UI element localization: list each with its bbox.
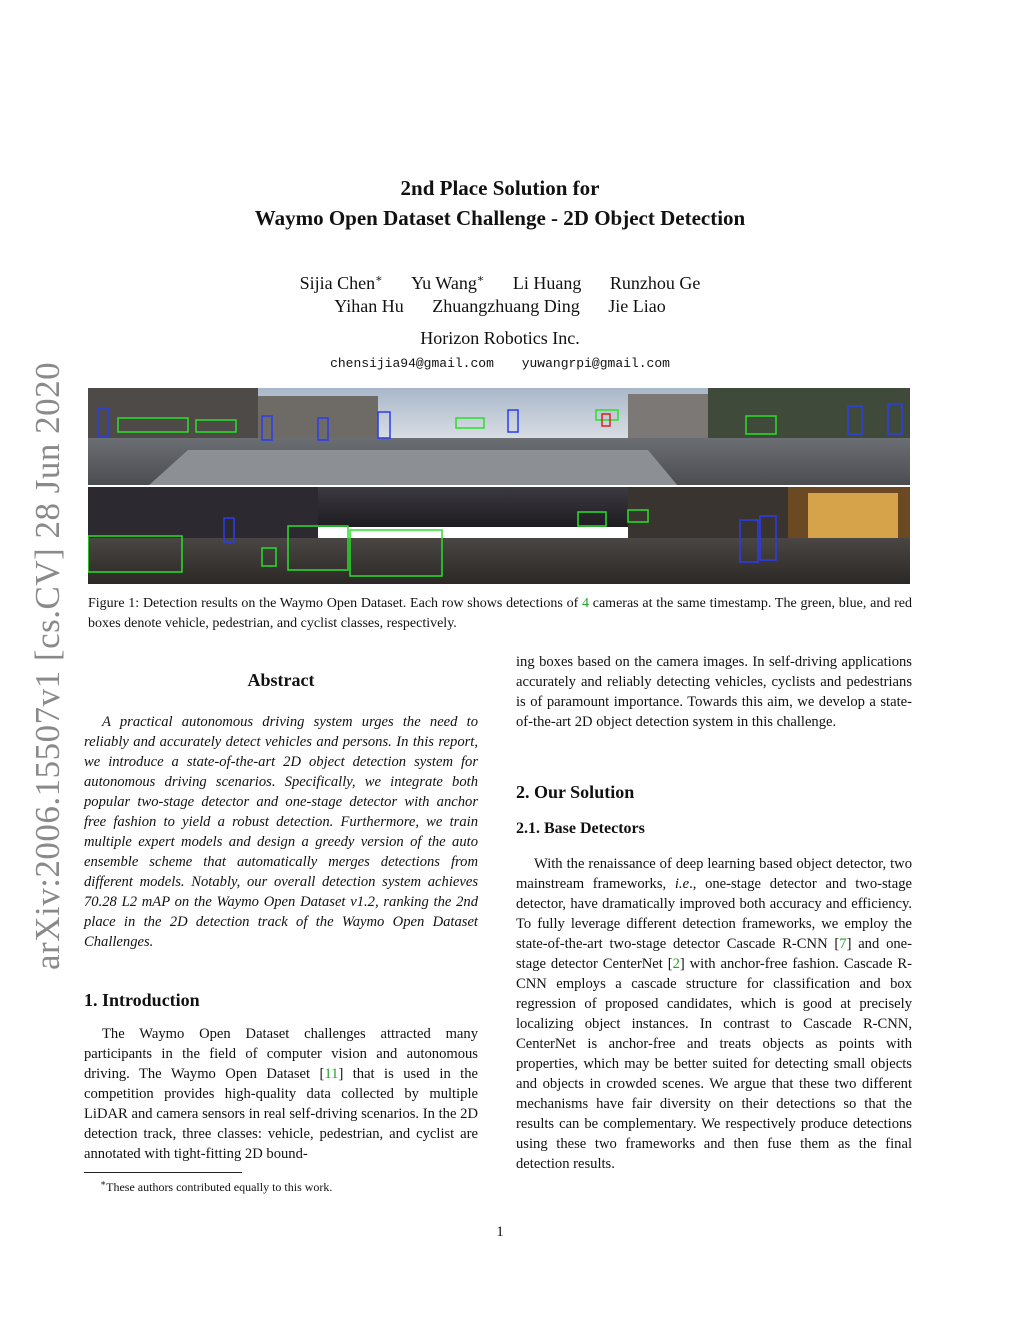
introduction-body: The Waymo Open Dataset challenges attracted many participants in the field of computer vision and autonomous driving. The Waymo Open Dataset [11] that is used in the competition provides high-quality data collected by multiple LiDAR and camera sensors in real self-driving scenarios. In the 2D detection track, three classes: vehicle, pedestrian, and cyclist are annotated with tight-fitting 2D bound-	[84, 1026, 478, 1162]
paper-title-line2: Waymo Open Dataset Challenge - 2D Object Detection	[254, 206, 746, 230]
crosswalk	[148, 450, 678, 486]
author-row-1	[0, 272, 1000, 294]
citation-link[interactable]: 7	[839, 936, 847, 952]
author-emails	[0, 356, 1000, 371]
abstract-heading: Abstract	[247, 670, 315, 690]
author: Yihan Hu	[334, 296, 404, 316]
abstract-body: A practical autonomous driving system urges the need to reliably and accurately detect vehicles and persons. In this report, we introduce a state-of-the-art 2D object detection system for autonomous driving scenarios. Specifically, we integrate both popular two-stage detector and one-stage detector with anchor free fashion to yield a robust detection. Furthermore, we train multiple expert models and design a greedy version of the auto ensemble scheme that automatically merges detections from different models. Notably, our overall detection system achieves 70.28 L2 mAP on the Waymo Open Dataset v1.2, ranking the 2nd place in the 2D detection track of the Waymo Open Dataset Challenges.	[84, 714, 478, 950]
base-detectors-body: With the renaissance of deep learning based object detector, two mainstream frameworks, i.e., one-stage detector and two-stage detector, have dramatically improved both accuracy and efficiency. To fully leverage different detection frameworks, we employ the state-of-the-art two-stage detector Cascade R-CNN [7] and one-stage detector CenterNet [2] with anchor-free fashion. Cascade R-CNN employs a cascade structure for classification and box regression of proposed candidates, which is good at precisely localizing object instances. In contrast to Cascade R-CNN, CenterNet is anchor-free and treats objects as points with properties, which may be better suited for detecting small objects and objects in crowded scenes. We argue that these two different mechanisms have fair diversity on their detections so that the results can be complementary. We respectively produce detections using these two frameworks and then fuse them as the final detection results.	[516, 856, 912, 1172]
author: Jie Liao	[608, 296, 666, 316]
paper-title-line1: 2nd Place Solution for	[400, 176, 600, 200]
storefront-window	[808, 493, 898, 543]
arxiv-identifier: arXiv:2006.15507v1 [cs.CV] 28 Jun 2020	[28, 361, 67, 970]
base-detectors-heading: 2.1. Base Detectors	[516, 820, 645, 837]
email[interactable]: yuwangrpi@gmail.com	[521, 356, 670, 371]
affiliation: Horizon Robotics Inc.	[420, 328, 580, 348]
bottom-row-road	[88, 538, 910, 584]
author: Runzhou Ge	[609, 273, 701, 293]
introduction-heading: 1. Introduction	[84, 990, 200, 1010]
email[interactable]: chensijia94@gmail.com	[330, 356, 494, 371]
page-number: 1	[496, 1224, 504, 1240]
footnote: ∗These authors contributed equally to this work.	[100, 1178, 333, 1194]
figure-caption: Figure 1: Detection results on the Waymo Open Dataset. Each row shows detections of 4 cameras at the same timestamp. The green, blue, and red boxes denote vehicle, pedestrian, and cyclist classes, respectively.	[88, 596, 912, 631]
author: Zhuangzhuang Ding	[432, 296, 580, 316]
top-row-buildings	[628, 394, 708, 442]
citation-link[interactable]: 11	[324, 1066, 339, 1082]
introduction-continuation: ing boxes based on the camera images. In self-driving applications accurately and reliably detecting vehicles, cyclists and pedestrians is of paramount importance. Towards this aim, we develop a state-of-the-art 2D object detection system in this challenge.	[516, 654, 912, 730]
our-solution-heading: 2. Our Solution	[516, 782, 635, 802]
footnote-rule	[84, 1172, 242, 1173]
detection-figure	[88, 388, 910, 584]
author: Li Huang	[512, 273, 582, 293]
citation-link[interactable]: 2	[672, 956, 680, 972]
author: Sijia Chen∗	[299, 273, 383, 293]
author-row-2	[0, 296, 1000, 317]
author: Yu Wang∗	[411, 273, 485, 293]
detection-image	[88, 388, 910, 584]
